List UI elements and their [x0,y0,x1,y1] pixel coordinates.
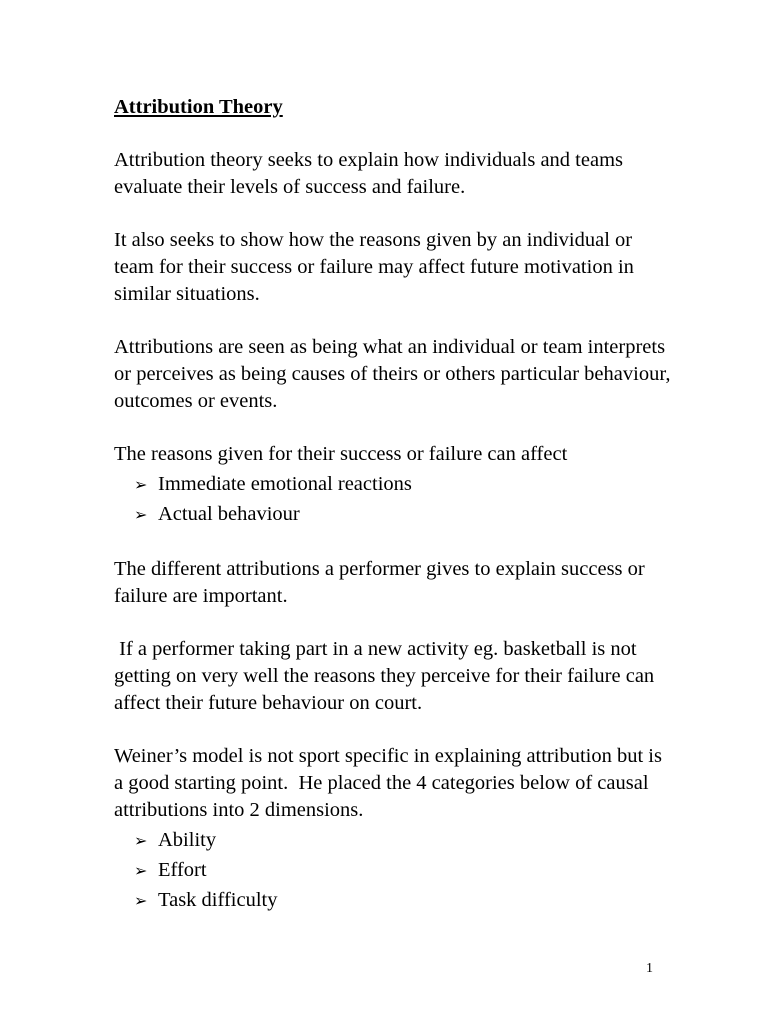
list-item [134,886,674,916]
arrow-bullet-icon: ➢ [134,477,148,494]
paragraph-3: Attributions are seen as being what an individual or team interprets or perceives as being causes of theirs or others particular behaviour, outcomes or events. [114,336,671,412]
list-item [134,826,674,856]
list-item-text: Effort [158,859,207,881]
list-item [134,470,674,500]
document-title: Attribution Theory [114,96,283,118]
paragraph-6: If a performer taking part in a new activity eg. basketball is not getting on very well the reasons they perceive for their failure can affect their future behaviour on court. [114,638,660,714]
document-body [114,94,674,916]
list-item-text: Task difficulty [158,889,278,911]
list-item-text: Immediate emotional reactions [158,473,412,495]
page-number: 1 [646,961,653,976]
arrow-bullet-icon: ➢ [134,833,148,850]
paragraph-1: Attribution theory seeks to explain how individuals and teams evaluate their levels of success and failure. [114,149,623,198]
paragraph-4: The reasons given for their success or failure can affect [114,443,568,465]
arrow-bullet-icon: ➢ [134,863,148,880]
list-item-text: Actual behaviour [158,503,300,525]
paragraph-7: Weiner’s model is not sport specific in explaining attribution but is a good starting point. He placed the 4 categories below of causal attributions into 2 dimensions. [114,745,668,821]
list-item [134,856,674,886]
list-item-text: Ability [158,829,217,851]
list-item [134,500,674,530]
arrow-bullet-icon: ➢ [134,507,148,524]
paragraph-5: The different attributions a performer gives to explain success or failure are important. [114,558,645,607]
arrow-bullet-icon: ➢ [134,893,148,910]
bullet-list-affect [114,470,674,530]
bullet-list-categories [114,826,674,916]
paragraph-2: It also seeks to show how the reasons given by an individual or team for their success or failure may affect future motivation in similar situations. [114,229,634,305]
